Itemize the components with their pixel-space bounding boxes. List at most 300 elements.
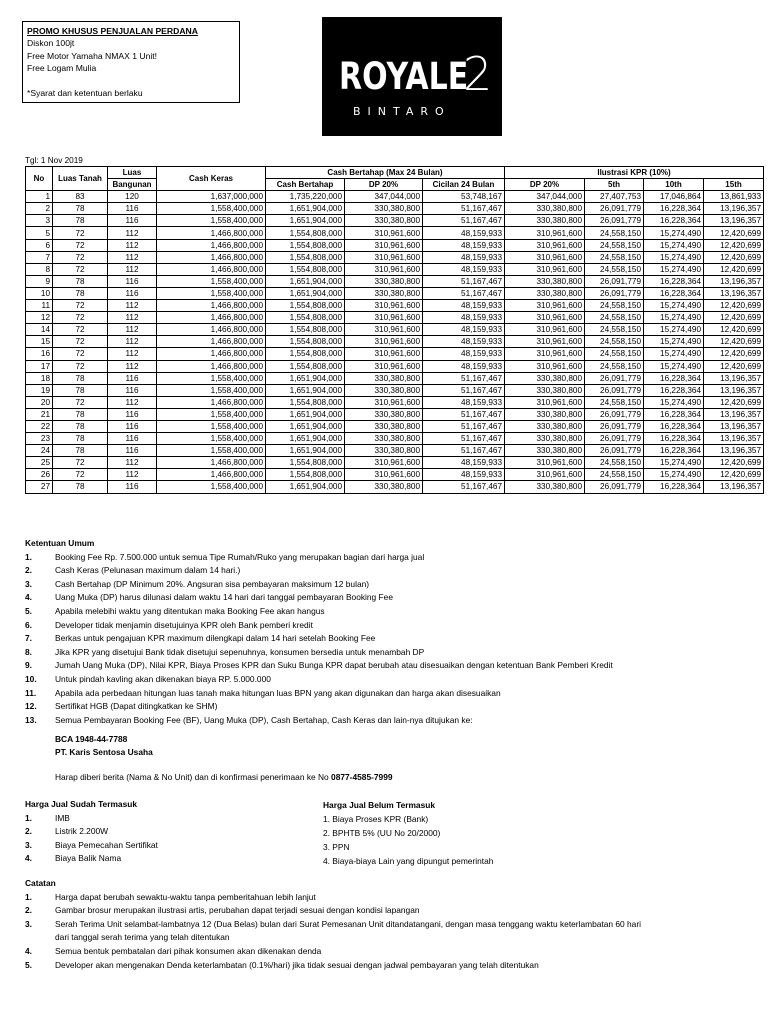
table-cell: 26,091,779 <box>585 445 644 457</box>
list-item <box>25 839 305 853</box>
table-cell: 15,274,490 <box>644 324 704 336</box>
table-row <box>26 215 764 227</box>
table-cell: 1,651,904,000 <box>266 408 345 420</box>
table-cell: 12,420,699 <box>704 263 764 275</box>
table-cell: 1,558,400,000 <box>157 481 266 493</box>
table-cell: 72 <box>53 300 108 312</box>
list-number: 4. <box>25 592 32 603</box>
table-cell: 1,558,400,000 <box>157 287 266 299</box>
table-cell: 112 <box>108 396 157 408</box>
promo-box <box>22 21 240 103</box>
table-cell: 15,274,490 <box>644 312 704 324</box>
list-number: 7. <box>25 633 32 644</box>
list-item <box>25 700 613 714</box>
list-text: Listrik 2.200W <box>55 826 109 837</box>
table-cell: 112 <box>108 360 157 372</box>
bank-account: BCA 1948-44-7788 <box>55 734 128 744</box>
table-cell: 26,091,779 <box>585 215 644 227</box>
table-cell: 24,558,150 <box>585 348 644 360</box>
table-cell: 1,558,400,000 <box>157 203 266 215</box>
table-cell: 51,167,467 <box>423 215 505 227</box>
table-cell: 1,554,808,000 <box>266 239 345 251</box>
list-text: Biaya Pemecahan Sertifikat <box>55 839 158 850</box>
table-cell: 1,651,904,000 <box>266 433 345 445</box>
table-cell: 1,558,400,000 <box>157 420 266 432</box>
table-cell: 116 <box>108 203 157 215</box>
table-cell: 24 <box>26 445 53 457</box>
price-date: Tgl: 1 Nov 2019 <box>25 156 83 165</box>
list-text: Cash Bertahap (DP Minimum 20%. Angsuran sisa pembayaran maksimum 12 bulan) <box>55 578 370 589</box>
table-cell: 1,735,220,000 <box>266 191 345 203</box>
header-10th: 10th <box>644 179 704 191</box>
list-text: Cash Keras (Pelunasan maximum dalam 14 hari.) <box>55 565 241 576</box>
table-cell: 1,554,808,000 <box>266 396 345 408</box>
confirmation-note <box>55 772 393 782</box>
price-table <box>25 166 764 494</box>
table-cell: 112 <box>108 348 157 360</box>
list-item <box>25 945 765 959</box>
table-row <box>26 396 764 408</box>
table-cell: 13,196,357 <box>704 408 764 420</box>
list-text: IMB <box>55 812 70 823</box>
list-text: Uang Muka (DP) harus dilunasi dalam waktu 14 hari dari tanggal pembayaran Booking Fee <box>55 592 393 603</box>
table-cell: 15,274,490 <box>644 457 704 469</box>
table-cell: 78 <box>53 215 108 227</box>
list-text: Semua Pembayaran Booking Fee (BF), Uang Muka (DP), Cash Bertahap, Cash Keras dan lain-nya ditujukan ke: <box>55 714 473 725</box>
list-item <box>25 825 305 839</box>
list-number: 2. <box>25 565 32 576</box>
table-row <box>26 360 764 372</box>
table-cell: 17 <box>26 360 53 372</box>
table-cell: 51,167,467 <box>423 433 505 445</box>
table-cell: 1,558,400,000 <box>157 215 266 227</box>
table-cell: 72 <box>53 251 108 263</box>
table-cell: 16,228,364 <box>644 215 704 227</box>
list-item: 3. PPN <box>323 842 350 852</box>
table-cell: 330,380,800 <box>505 420 585 432</box>
table-cell: 330,380,800 <box>345 372 423 384</box>
table-cell: 16,228,364 <box>644 433 704 445</box>
table-row <box>26 312 764 324</box>
list-item <box>25 564 613 578</box>
promo-line: Diskon 100jt <box>27 38 75 49</box>
table-cell: 51,167,467 <box>423 203 505 215</box>
table-cell: 24,558,150 <box>585 396 644 408</box>
list-item <box>25 931 765 945</box>
list-number: 5. <box>25 959 32 970</box>
table-cell: 16 <box>26 348 53 360</box>
table-row <box>26 457 764 469</box>
list-number: 3. <box>25 578 32 589</box>
table-cell: 13,196,357 <box>704 215 764 227</box>
table-cell: 116 <box>108 481 157 493</box>
table-cell: 24,558,150 <box>585 324 644 336</box>
table-cell: 310,961,600 <box>505 251 585 263</box>
table-cell: 13,196,357 <box>704 203 764 215</box>
table-cell: 330,380,800 <box>505 275 585 287</box>
table-cell: 1,651,904,000 <box>266 203 345 215</box>
list-item: 2. BPHTB 5% (UU No 20/2000) <box>323 828 441 838</box>
table-cell: 24,558,150 <box>585 336 644 348</box>
table-cell: 310,961,600 <box>505 300 585 312</box>
table-cell: 15,274,490 <box>644 263 704 275</box>
bank-info <box>55 733 153 759</box>
table-cell: 1,466,800,000 <box>157 300 266 312</box>
table-cell: 330,380,800 <box>505 384 585 396</box>
table-cell: 78 <box>53 433 108 445</box>
list-number: 1. <box>25 551 32 562</box>
table-cell: 12,420,699 <box>704 312 764 324</box>
table-cell: 310,961,600 <box>505 324 585 336</box>
table-cell: 78 <box>53 445 108 457</box>
table-cell: 51,167,467 <box>423 481 505 493</box>
table-cell: 310,961,600 <box>505 396 585 408</box>
table-cell: 13,196,357 <box>704 275 764 287</box>
table-cell: 12,420,699 <box>704 227 764 239</box>
table-cell: 15 <box>26 336 53 348</box>
table-cell: 72 <box>53 336 108 348</box>
table-row <box>26 239 764 251</box>
list-number: 5. <box>25 605 32 616</box>
table-cell: 10 <box>26 287 53 299</box>
table-cell: 16,228,364 <box>644 275 704 287</box>
promo-line: Free Motor Yamaha NMAX 1 Unit! <box>27 50 158 61</box>
table-cell: 1,558,400,000 <box>157 372 266 384</box>
table-cell: 26,091,779 <box>585 287 644 299</box>
table-cell: 13,196,357 <box>704 384 764 396</box>
table-cell: 347,044,000 <box>345 191 423 203</box>
table-cell: 13,196,357 <box>704 372 764 384</box>
list-text: Harga dapat berubah sewaktu-waktu tanpa pemberitahuan lebih lanjut <box>55 891 316 902</box>
table-cell: 310,961,600 <box>345 263 423 275</box>
list-item <box>25 687 613 701</box>
list-text: Biaya Balik Nama <box>55 853 122 864</box>
table-cell: 72 <box>53 360 108 372</box>
table-cell: 310,961,600 <box>505 239 585 251</box>
list-item <box>25 632 613 646</box>
list-number: 3. <box>25 918 32 929</box>
table-cell: 310,961,600 <box>505 227 585 239</box>
table-cell: 13,196,357 <box>704 287 764 299</box>
list-item: 1. Biaya Proses KPR (Bank) <box>323 814 429 824</box>
list-item <box>25 605 613 619</box>
table-cell: 48,159,933 <box>423 300 505 312</box>
table-row <box>26 469 764 481</box>
list-number: 6. <box>25 619 32 630</box>
list-item <box>25 673 613 687</box>
table-cell: 330,380,800 <box>505 445 585 457</box>
table-cell: 1,558,400,000 <box>157 384 266 396</box>
table-cell: 15,274,490 <box>644 227 704 239</box>
table-cell: 116 <box>108 215 157 227</box>
table-row <box>26 275 764 287</box>
table-cell: 72 <box>53 324 108 336</box>
table-cell: 18 <box>26 372 53 384</box>
table-cell: 48,159,933 <box>423 263 505 275</box>
table-row <box>26 420 764 432</box>
table-cell: 72 <box>53 263 108 275</box>
table-cell: 72 <box>53 348 108 360</box>
table-cell: 330,380,800 <box>345 275 423 287</box>
table-cell: 1,554,808,000 <box>266 469 345 481</box>
logo-word: ROYALE <box>339 55 469 99</box>
list-number: 9. <box>25 660 32 671</box>
table-cell: 48,159,933 <box>423 251 505 263</box>
table-cell: 78 <box>53 203 108 215</box>
catatan-title: Catatan <box>25 878 56 888</box>
table-cell: 310,961,600 <box>345 336 423 348</box>
list-number: 11. <box>25 687 37 698</box>
table-row <box>26 287 764 299</box>
table-cell: 48,159,933 <box>423 396 505 408</box>
table-cell: 1,466,800,000 <box>157 336 266 348</box>
table-cell: 27 <box>26 481 53 493</box>
list-number: 12. <box>25 701 37 712</box>
table-row <box>26 481 764 493</box>
table-cell: 15,274,490 <box>644 251 704 263</box>
table-cell: 15,274,490 <box>644 239 704 251</box>
table-cell: 12,420,699 <box>704 239 764 251</box>
table-cell: 13,196,357 <box>704 445 764 457</box>
table-cell: 12 <box>26 312 53 324</box>
table-cell: 72 <box>53 469 108 481</box>
table-cell: 310,961,600 <box>505 360 585 372</box>
table-cell: 12,420,699 <box>704 457 764 469</box>
list-number: 2. <box>25 905 32 916</box>
logo-sub: BINTARO <box>353 105 451 118</box>
table-cell: 27,407,753 <box>585 191 644 203</box>
table-cell: 112 <box>108 300 157 312</box>
table-cell: 310,961,600 <box>345 396 423 408</box>
table-row <box>26 372 764 384</box>
list-item <box>25 659 613 673</box>
table-cell: 7 <box>26 251 53 263</box>
table-cell: 330,380,800 <box>345 203 423 215</box>
table-cell: 1,554,808,000 <box>266 457 345 469</box>
table-row <box>26 203 764 215</box>
list-number: 1. <box>25 891 32 902</box>
ketentuan-title: Ketentuan Umum <box>25 538 95 548</box>
table-cell: 310,961,600 <box>505 348 585 360</box>
table-cell: 1,466,800,000 <box>157 251 266 263</box>
logo-number: 2 <box>463 47 493 101</box>
table-cell: 1,466,800,000 <box>157 396 266 408</box>
table-cell: 16,228,364 <box>644 203 704 215</box>
table-cell: 9 <box>26 275 53 287</box>
table-cell: 26,091,779 <box>585 203 644 215</box>
header-luas-bangunan-2: Bangunan <box>108 179 157 191</box>
list-number: 8. <box>25 646 32 657</box>
table-cell: 330,380,800 <box>505 481 585 493</box>
table-cell: 1,651,904,000 <box>266 420 345 432</box>
table-cell: 1,558,400,000 <box>157 433 266 445</box>
list-text: Developer akan mengenakan Denda keterlambatan (0.1%/hari) jika tidak sesuai dengan jadwal pembayaran yang telah ditentukan <box>55 959 539 970</box>
header-dp20: DP 20% <box>345 179 423 191</box>
list-number: 1. <box>25 812 32 823</box>
table-row <box>26 408 764 420</box>
table-cell: 1,466,800,000 <box>157 227 266 239</box>
header-luas-tanah: Luas Tanah <box>53 167 108 191</box>
table-cell: 13,196,357 <box>704 481 764 493</box>
table-cell: 72 <box>53 227 108 239</box>
list-text: Semua bentuk pembatalan dari pihak konsumen akan dikenakan denda <box>55 945 322 956</box>
list-item <box>25 852 305 866</box>
table-cell: 1,466,800,000 <box>157 469 266 481</box>
list-item: 4. Biaya-biaya Lain yang dipungut pemerintah <box>323 856 494 866</box>
table-cell: 16,228,364 <box>644 420 704 432</box>
table-cell: 116 <box>108 445 157 457</box>
table-cell: 25 <box>26 457 53 469</box>
table-cell: 51,167,467 <box>423 384 505 396</box>
table-cell: 330,380,800 <box>345 287 423 299</box>
table-cell: 347,044,000 <box>505 191 585 203</box>
table-cell: 16,228,364 <box>644 372 704 384</box>
list-text: Berkas untuk pengajuan KPR maximum dilengkapi dalam 14 hari setelah Booking Fee <box>55 633 376 644</box>
table-cell: 1,651,904,000 <box>266 445 345 457</box>
table-cell: 51,167,467 <box>423 275 505 287</box>
table-cell: 1,554,808,000 <box>266 312 345 324</box>
table-cell: 24,558,150 <box>585 469 644 481</box>
bank-name: PT. Karis Sentosa Usaha <box>55 747 153 757</box>
table-cell: 26,091,779 <box>585 372 644 384</box>
belum-section <box>323 798 493 868</box>
table-cell: 26,091,779 <box>585 433 644 445</box>
table-cell: 310,961,600 <box>345 469 423 481</box>
table-cell: 72 <box>53 457 108 469</box>
table-row <box>26 263 764 275</box>
table-cell: 13,196,357 <box>704 420 764 432</box>
table-cell: 1,651,904,000 <box>266 481 345 493</box>
table-cell: 112 <box>108 251 157 263</box>
table-cell: 48,159,933 <box>423 239 505 251</box>
table-cell: 1,651,904,000 <box>266 275 345 287</box>
header-kpr-dp: DP 20% <box>505 179 585 191</box>
table-row <box>26 445 764 457</box>
promo-line: Free Logam Mulia <box>27 63 97 74</box>
list-item <box>25 578 613 592</box>
list-text: Jika KPR yang disetujui Bank tidak disetujui sepenuhnya, konsumen bersedia untuk menambah DP <box>55 646 425 657</box>
table-cell: 26,091,779 <box>585 408 644 420</box>
list-text: Serah Terima Unit selambat-lambatnya 12 (Dua Belas) bulan dari Surat Pemesanan Unit ditandatangani, dengan masa tenggang waktu keterlambatan 60 hari <box>55 918 641 929</box>
table-cell: 112 <box>108 263 157 275</box>
table-cell: 6 <box>26 239 53 251</box>
table-cell: 83 <box>53 191 108 203</box>
table-row <box>26 348 764 360</box>
header-no: No <box>26 167 53 191</box>
table-cell: 310,961,600 <box>505 263 585 275</box>
table-cell: 330,380,800 <box>505 433 585 445</box>
table-cell: 24,558,150 <box>585 300 644 312</box>
table-row <box>26 336 764 348</box>
table-cell: 51,167,467 <box>423 287 505 299</box>
table-cell: 330,380,800 <box>505 408 585 420</box>
table-cell: 112 <box>108 469 157 481</box>
list-item <box>25 891 765 905</box>
table-row <box>26 300 764 312</box>
table-cell: 8 <box>26 263 53 275</box>
table-cell: 12,420,699 <box>704 396 764 408</box>
list-item <box>25 714 613 728</box>
list-text: Sertifikat HGB (Dapat ditingkatkan ke SHM) <box>55 701 218 712</box>
table-cell: 1,554,808,000 <box>266 227 345 239</box>
table-row <box>26 324 764 336</box>
list-number: 10. <box>25 673 37 684</box>
table-cell: 14 <box>26 324 53 336</box>
table-cell: 72 <box>53 396 108 408</box>
table-cell: 78 <box>53 420 108 432</box>
header-15th: 15th <box>704 179 764 191</box>
header-5th: 5th <box>585 179 644 191</box>
table-cell: 330,380,800 <box>345 445 423 457</box>
table-cell: 1,651,904,000 <box>266 287 345 299</box>
table-cell: 21 <box>26 408 53 420</box>
table-cell: 24,558,150 <box>585 239 644 251</box>
table-cell: 24,558,150 <box>585 457 644 469</box>
list-text: Booking Fee Rp. 7.500.000 untuk semua Tipe Rumah/Ruko yang merupakan bagian dari harga jual <box>55 551 425 562</box>
table-cell: 1,554,808,000 <box>266 360 345 372</box>
table-cell: 1,466,800,000 <box>157 348 266 360</box>
table-cell: 15,274,490 <box>644 336 704 348</box>
table-cell: 310,961,600 <box>345 324 423 336</box>
table-cell: 48,159,933 <box>423 469 505 481</box>
table-cell: 112 <box>108 227 157 239</box>
list-text: Gambar brosur merupakan ilustrasi artis, perubahan dapat terjadi sesuai dengan kondisi lapangan <box>55 905 420 916</box>
table-cell: 1,466,800,000 <box>157 457 266 469</box>
table-cell: 16,228,364 <box>644 384 704 396</box>
list-text: dari tanggal serah terima yang telah ditentukan <box>55 932 230 943</box>
table-cell: 310,961,600 <box>505 457 585 469</box>
table-cell: 15,274,490 <box>644 348 704 360</box>
table-cell: 330,380,800 <box>345 384 423 396</box>
list-item <box>25 812 305 826</box>
table-cell: 78 <box>53 408 108 420</box>
table-cell: 1,637,000,000 <box>157 191 266 203</box>
list-number: 3. <box>25 839 32 850</box>
table-cell: 26,091,779 <box>585 275 644 287</box>
table-cell: 48,159,933 <box>423 227 505 239</box>
table-cell: 15,274,490 <box>644 300 704 312</box>
table-cell: 24,558,150 <box>585 227 644 239</box>
list-item <box>25 646 613 660</box>
header-cash-bertahap: Cash Bertahap <box>266 179 345 191</box>
table-cell: 26 <box>26 469 53 481</box>
table-cell: 1,554,808,000 <box>266 336 345 348</box>
table-cell: 330,380,800 <box>505 372 585 384</box>
table-cell: 11 <box>26 300 53 312</box>
header-cash-bertahap-group: Cash Bertahap (Max 24 Bulan) <box>266 167 505 179</box>
table-cell: 1,651,904,000 <box>266 215 345 227</box>
confirmation-text: Harap diberi berita (Nama & No Unit) dan di konfirmasi penerimaan ke No <box>55 772 332 782</box>
table-cell: 78 <box>53 275 108 287</box>
table-cell: 310,961,600 <box>505 336 585 348</box>
table-cell: 1,558,400,000 <box>157 408 266 420</box>
table-cell: 13,861,933 <box>704 191 764 203</box>
table-cell: 26,091,779 <box>585 384 644 396</box>
table-cell: 310,961,600 <box>345 300 423 312</box>
table-cell: 48,159,933 <box>423 360 505 372</box>
list-item <box>25 591 613 605</box>
list-item <box>25 619 613 633</box>
table-cell: 5 <box>26 227 53 239</box>
table-row <box>26 433 764 445</box>
table-row <box>26 384 764 396</box>
table-cell: 310,961,600 <box>345 312 423 324</box>
list-number <box>25 931 55 945</box>
table-cell: 72 <box>53 239 108 251</box>
table-cell: 330,380,800 <box>505 203 585 215</box>
table-cell: 26,091,779 <box>585 420 644 432</box>
table-cell: 310,961,600 <box>345 239 423 251</box>
